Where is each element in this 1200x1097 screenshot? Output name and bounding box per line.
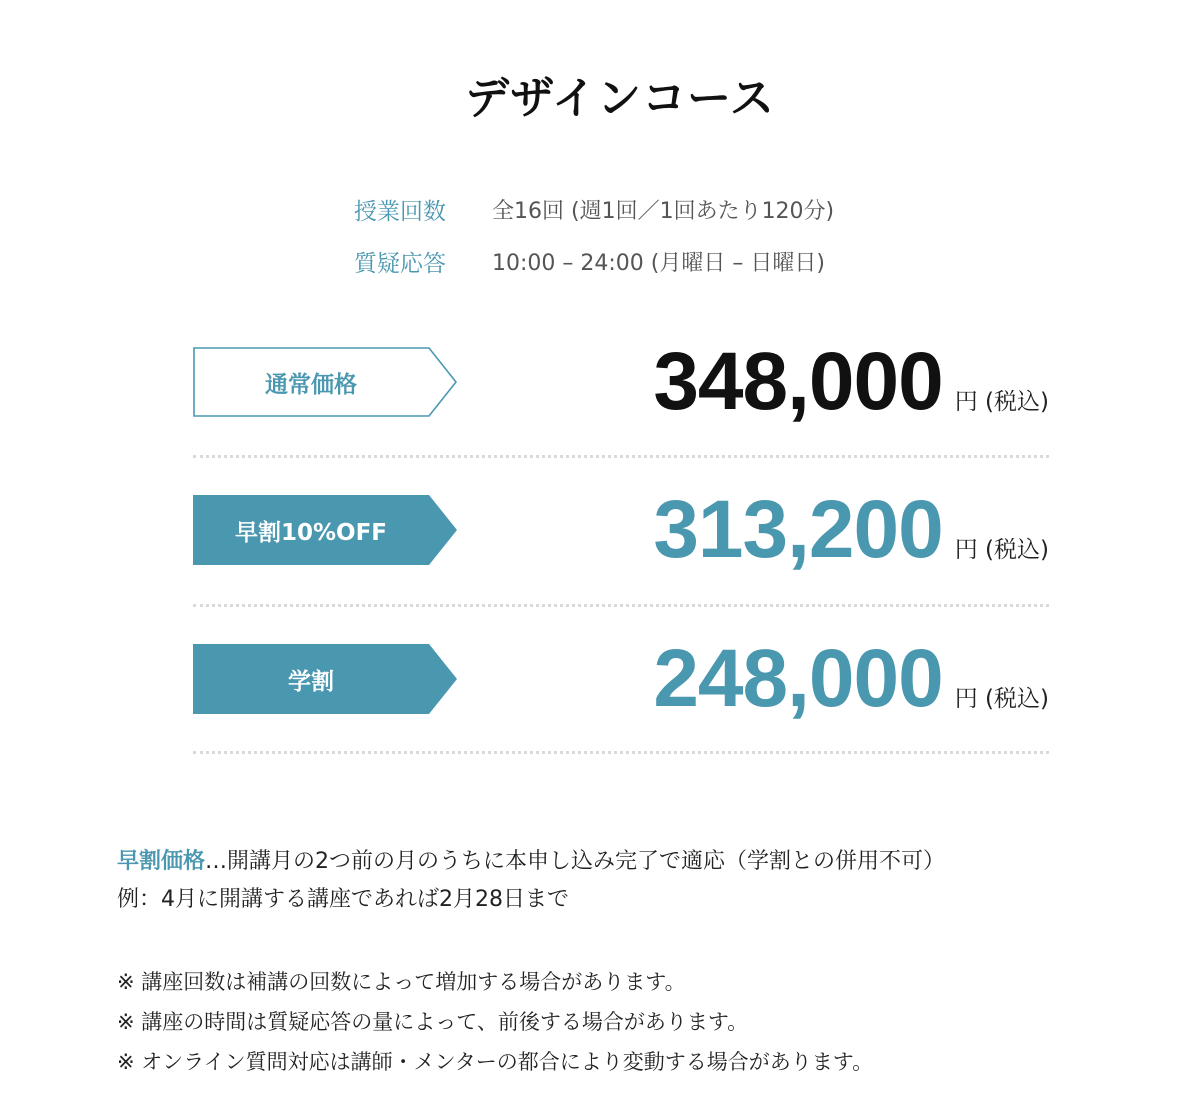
price-amount-early xyxy=(653,484,1049,575)
remark-item: ※ 講座の時間は質疑応答の量によって、前後する場合があります。 xyxy=(117,1010,749,1034)
price-number: 313,200 xyxy=(653,484,943,575)
divider xyxy=(193,455,1049,458)
price-amount-regular xyxy=(653,336,1049,427)
price-tag-early xyxy=(193,495,457,565)
price-row-early xyxy=(193,484,1049,575)
divider xyxy=(193,604,1049,607)
info-value: 全16回 (週1回／1回あたり120分) xyxy=(492,198,835,224)
note-text: …開講月の2つ前の月のうちに本申し込み完了で適応（学割との併用不可） xyxy=(205,849,946,874)
price-tag-label: 学割 xyxy=(288,668,334,695)
course-info xyxy=(354,183,834,287)
price-tag-label: 通常価格 xyxy=(265,371,357,398)
price-unit: 円 (税込) xyxy=(954,537,1049,563)
info-row-lessons xyxy=(354,183,834,235)
price-tag-regular xyxy=(193,347,457,417)
price-tag-student xyxy=(193,644,457,714)
info-value: 10:00 – 24:00 (月曜日 – 日曜日) xyxy=(492,250,825,276)
price-unit: 円 (税込) xyxy=(954,389,1049,415)
note-highlight: 早割価格 xyxy=(117,849,206,874)
price-tag-label: 早割10%OFF xyxy=(234,519,388,546)
note-example: 例：4月に開講する講座であれば2月28日まで xyxy=(117,887,569,912)
price-number: 248,000 xyxy=(653,633,943,724)
info-label: 質疑応答 xyxy=(354,250,446,277)
remarks-list xyxy=(117,962,873,1082)
price-amount-student xyxy=(653,633,1049,724)
price-row-student xyxy=(193,633,1049,724)
info-label: 授業回数 xyxy=(354,198,446,225)
note-line xyxy=(117,843,945,881)
price-number: 348,000 xyxy=(653,336,943,427)
info-row-qa xyxy=(354,235,834,287)
price-row-regular xyxy=(193,336,1049,427)
remark-item: ※ 講座回数は補講の回数によって増加する場合があります。 xyxy=(117,970,686,994)
remark-item: ※ オンライン質問対応は講師・メンターの都合により変動する場合があります。 xyxy=(117,1050,874,1074)
early-price-note xyxy=(117,843,945,919)
page-title: デザインコース xyxy=(465,73,775,124)
divider xyxy=(193,751,1049,754)
price-unit: 円 (税込) xyxy=(954,686,1049,712)
